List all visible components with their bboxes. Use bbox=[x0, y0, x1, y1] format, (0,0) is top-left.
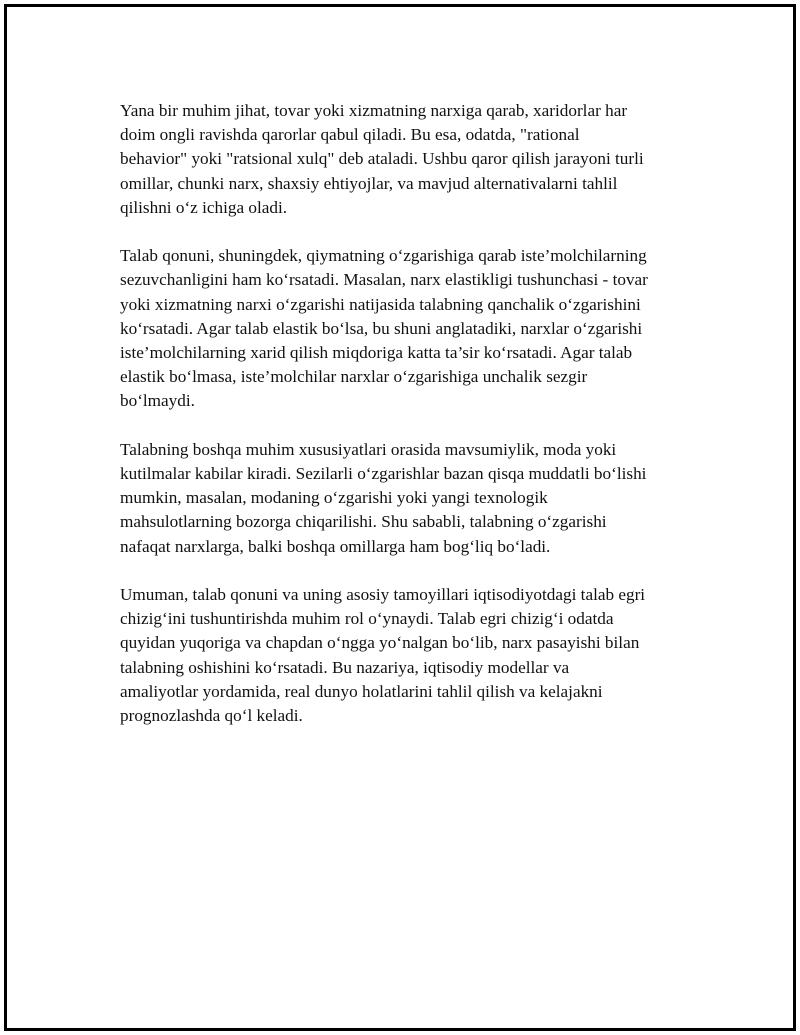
text-line: behavior" yoki "ratsional xulq" deb ataladi. Ushbu qaror qilish jarayoni turli bbox=[120, 149, 644, 169]
text-line: sezuvchanligini ham ko‘rsatadi. Masalan, narx elastikligi tushunchasi - tovar bbox=[120, 270, 648, 290]
text-line: elastik bo‘lmasa, iste’molchilar narxlar o‘zgarishiga unchalik sezgir bbox=[120, 367, 588, 387]
paragraph-4 bbox=[120, 583, 705, 728]
text-line: Talabning boshqa muhim xususiyatlari orasida mavsumiylik, moda yoki bbox=[120, 439, 617, 459]
text-line: kutilmalar kabilar kiradi. Sezilarli o‘zgarishlar bazan qisqa muddatli bo‘lishi bbox=[120, 464, 647, 484]
paragraph-2 bbox=[120, 244, 705, 413]
text-line: iste’molchilarning xarid qilish miqdoriga katta ta’sir ko‘rsatadi. Agar talab bbox=[120, 343, 633, 363]
text-line: omillar, chunki narx, shaxsiy ehtiyojlar, va mavjud alternativalarni tahlil bbox=[120, 173, 618, 193]
text-line: nafaqat narxlarga, balki boshqa omillarga ham bog‘liq bo‘ladi. bbox=[120, 536, 551, 556]
text-line: mumkin, masalan, modaning o‘zgarishi yoki yangi texnologik bbox=[120, 488, 548, 508]
paragraph-3 bbox=[120, 438, 705, 559]
text-line: qilishni o‘z ichiga oladi. bbox=[120, 197, 288, 217]
text-line: Yana bir muhim jihat, tovar yoki xizmatning narxiga qarab, xaridorlar har bbox=[120, 101, 628, 120]
text-line: chizig‘ini tushuntirishda muhim rol o‘ynaydi. Talab egri chizig‘i odatda bbox=[120, 609, 614, 629]
text-line: doim ongli ravishda qarorlar qabul qiladi. Bu esa, odatda, "rational bbox=[120, 125, 580, 145]
text-line: talabning oshishini ko‘rsatadi. Bu nazariya, iqtisodiy modellar va bbox=[120, 657, 570, 677]
document-body bbox=[120, 99, 705, 728]
page-frame bbox=[4, 4, 796, 1031]
text-line: amaliyotlar yordamida, real dunyo holatlarini tahlil qilish va kelajakni bbox=[120, 681, 603, 701]
text-line: mahsulotlarning bozorga chiqarilishi. Shu sababli, talabning o‘zgarishi bbox=[120, 512, 607, 532]
text-line: prognozlashda qo‘l keladi. bbox=[120, 706, 303, 726]
text-line: Umuman, talab qonuni va uning asosiy tamoyillari iqtisodiyotdagi talab egri bbox=[120, 585, 646, 605]
paragraph-1 bbox=[120, 99, 705, 220]
text-line: Talab qonuni, shuningdek, qiymatning o‘zgarishiga qarab iste’molchilarning bbox=[120, 246, 647, 266]
text-line: ko‘rsatadi. Agar talab elastik bo‘lsa, bu shuni anglatadiki, narxlar o‘zgarishi bbox=[120, 318, 643, 338]
text-line: yoki xizmatning narxi o‘zgarishi natijasida talabning qanchalik o‘zgarishini bbox=[120, 294, 641, 314]
text-line: quyidan yuqoriga va chapdan o‘ngga yo‘nalgan bo‘lib, narx pasayishi bilan bbox=[120, 633, 640, 653]
text-line: bo‘lmaydi. bbox=[120, 391, 195, 411]
